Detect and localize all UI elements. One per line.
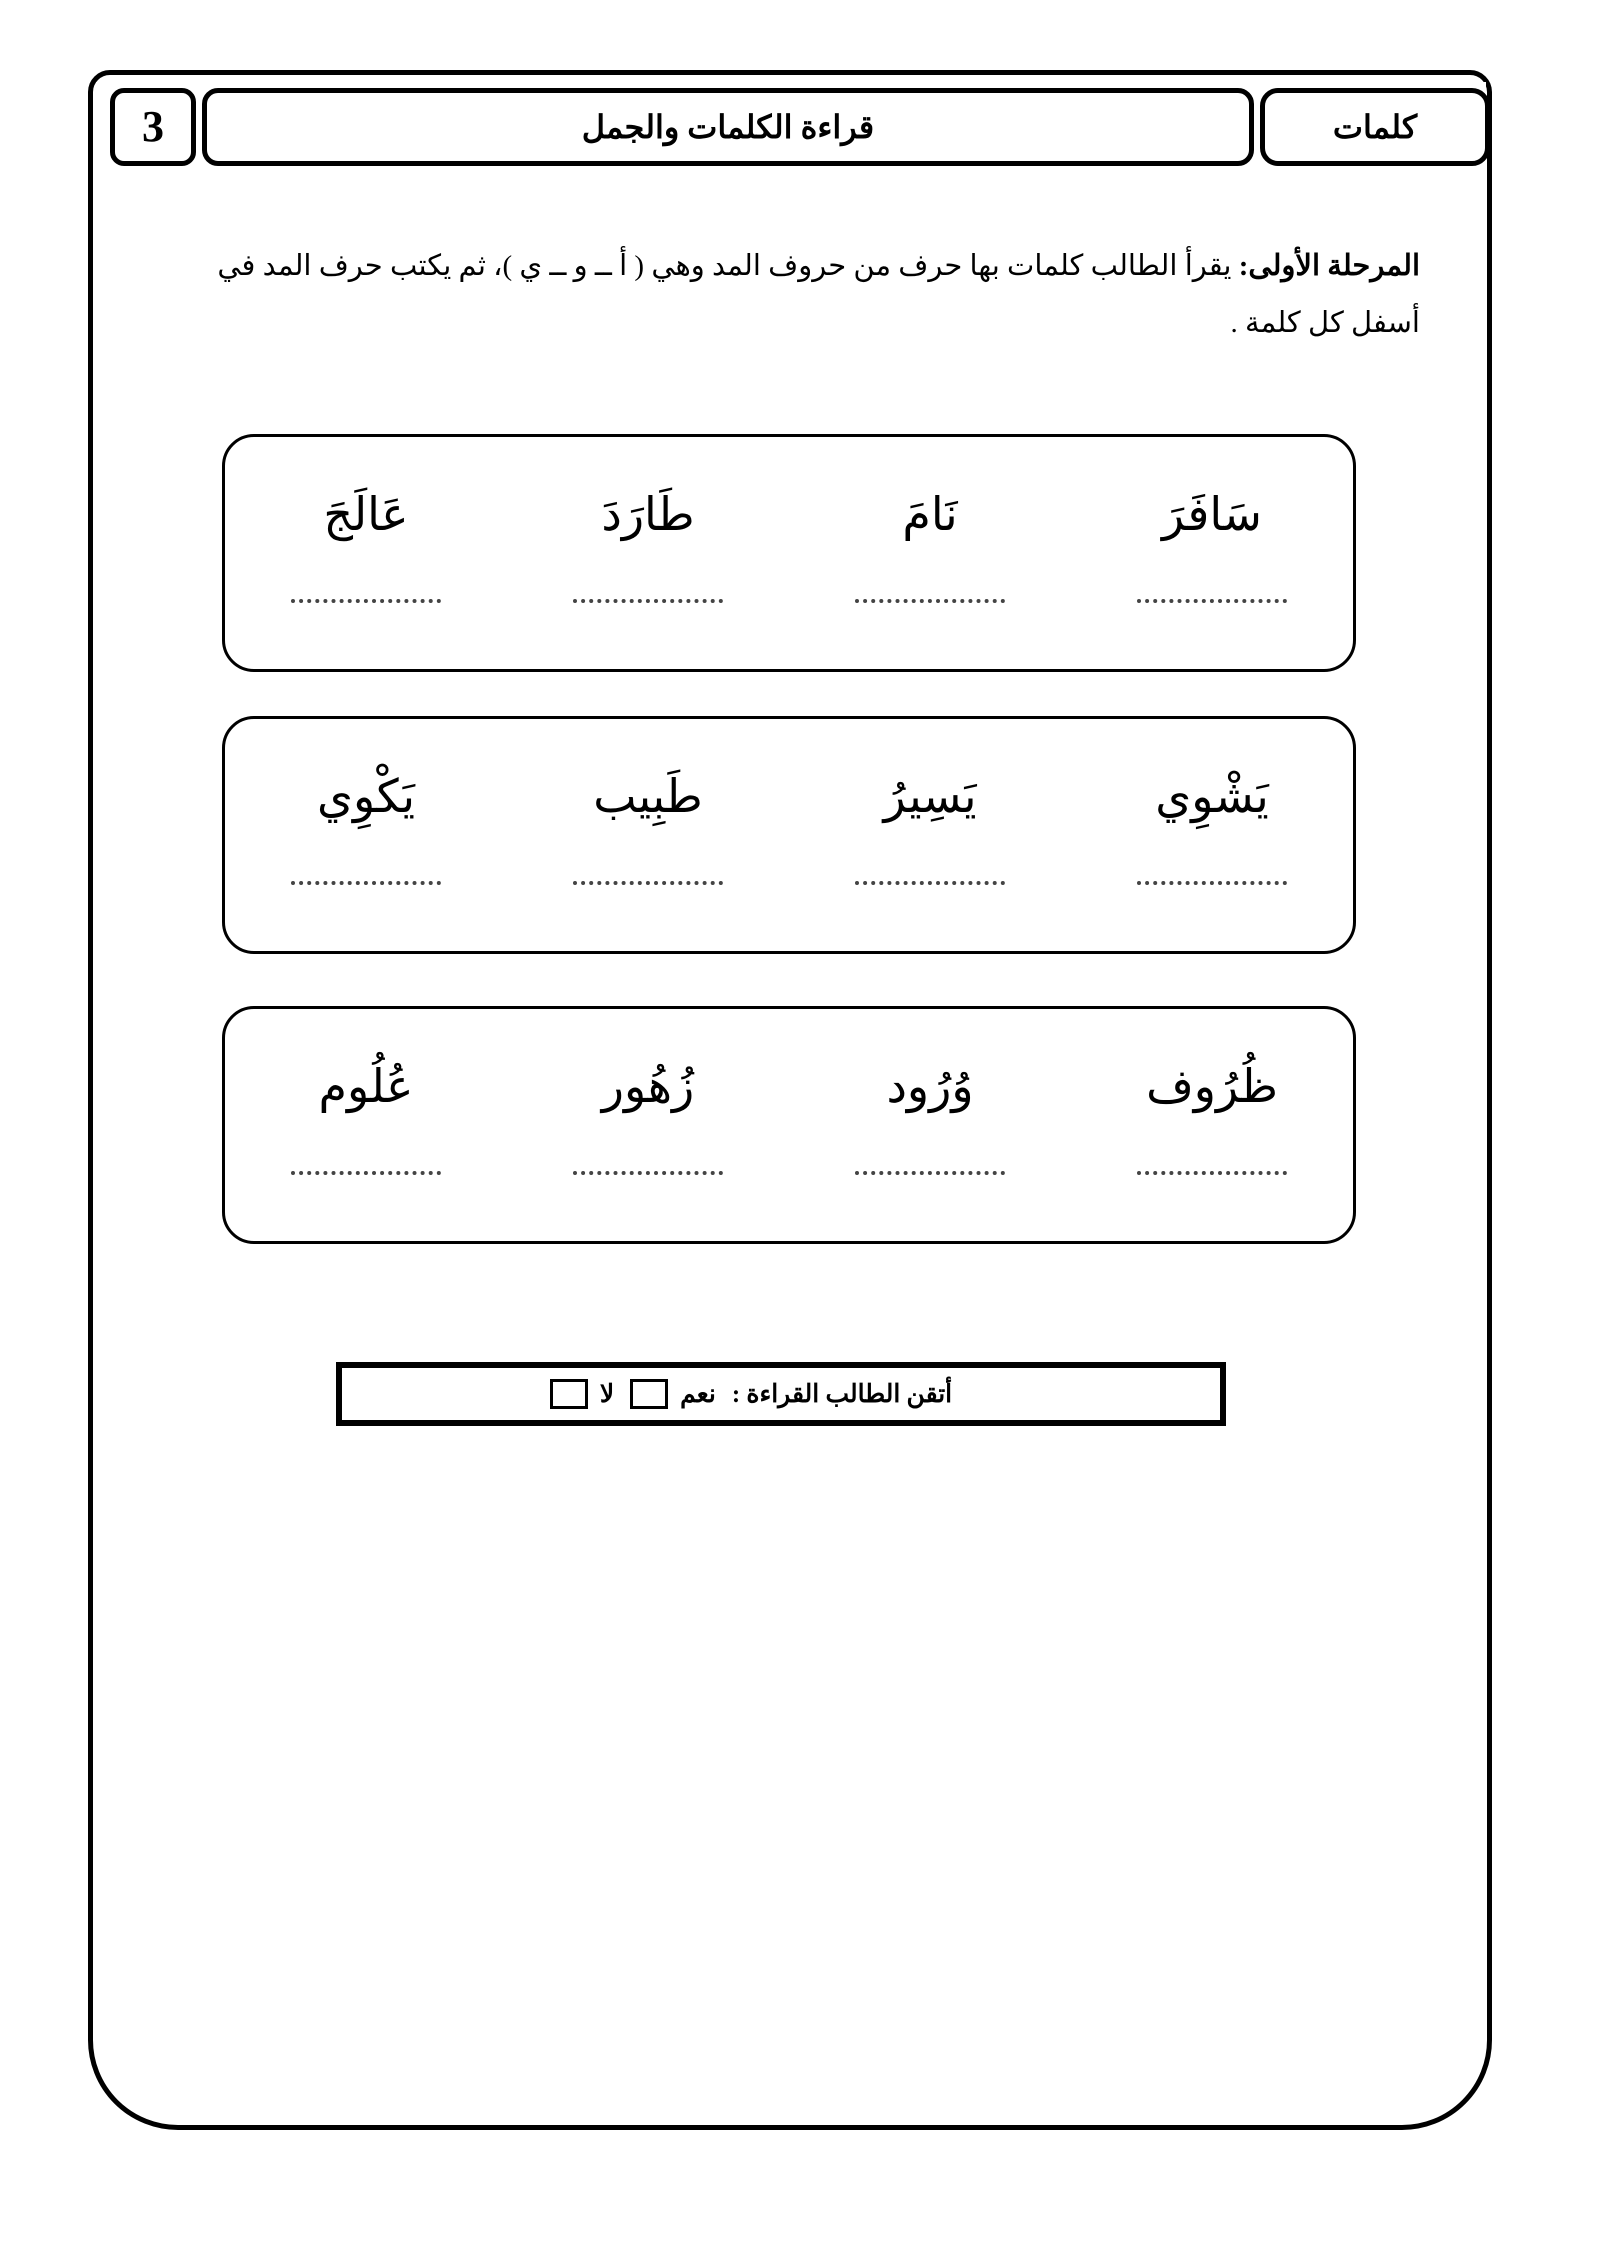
word-row: [225, 437, 1353, 669]
assessment-no-checkbox[interactable]: [550, 1379, 588, 1409]
answer-blank[interactable]: [573, 871, 723, 885]
answer-blank[interactable]: [855, 871, 1005, 885]
word-cell: [1071, 719, 1353, 951]
word-cell: [1071, 1009, 1353, 1241]
answer-blank[interactable]: [1137, 1161, 1287, 1175]
word-cell: [507, 719, 789, 951]
word-cell: [225, 437, 507, 669]
word-label: سَافَرَ: [1162, 489, 1262, 541]
answer-blank[interactable]: [1137, 589, 1287, 603]
assessment-content: [550, 1379, 952, 1409]
assessment-bar: [336, 1362, 1226, 1426]
page-title: قراءة الكلمات والجمل: [202, 88, 1254, 166]
stage-label: المرحلة الأولى:: [1238, 250, 1420, 282]
word-cell: [789, 1009, 1071, 1241]
word-cell: [1071, 437, 1353, 669]
answer-blank[interactable]: [855, 589, 1005, 603]
word-row: [225, 719, 1353, 951]
word-label: يَكْوِي: [317, 771, 415, 823]
word-cell: [789, 719, 1071, 951]
word-box-row-3: [222, 1006, 1356, 1244]
answer-blank[interactable]: [573, 1161, 723, 1175]
section-tab-words: كلمات: [1260, 88, 1490, 166]
word-label: ظُرُوف: [1146, 1061, 1278, 1113]
assessment-yes-label: نعم: [680, 1381, 716, 1408]
answer-blank[interactable]: [291, 871, 441, 885]
word-label: يَسِيرُ: [883, 771, 977, 823]
answer-blank[interactable]: [855, 1161, 1005, 1175]
word-label: عَالَجَ: [323, 489, 409, 541]
word-box-row-1: [222, 434, 1356, 672]
assessment-question: أتقن الطالب القراءة :: [731, 1381, 953, 1408]
page-number-badge: 3: [110, 88, 196, 166]
instruction-paragraph: [190, 238, 1420, 351]
word-cell: [225, 719, 507, 951]
answer-blank[interactable]: [1137, 871, 1287, 885]
word-label: عُلُوم: [318, 1061, 414, 1113]
word-cell: [789, 437, 1071, 669]
word-row: [225, 1009, 1353, 1241]
word-label: طَبِيب: [593, 771, 703, 823]
worksheet-header: [110, 88, 1490, 166]
instruction-body: يقرأ الطالب كلمات بها حرف من حروف المد وهي ( أ ــ و ــ ي )، ثم يكتب حرف المد في أسفل كل كلمة .: [217, 250, 1420, 339]
word-cell: [225, 1009, 507, 1241]
answer-blank[interactable]: [573, 589, 723, 603]
word-cell: [507, 437, 789, 669]
answer-blank[interactable]: [291, 1161, 441, 1175]
word-label: طَارَدَ: [601, 489, 695, 541]
assessment-option-no[interactable]: [550, 1379, 614, 1409]
word-box-row-2: [222, 716, 1356, 954]
word-label: نَامَ: [902, 489, 958, 541]
word-label: زُهُور: [601, 1061, 695, 1113]
word-label: وُرُود: [886, 1061, 974, 1113]
assessment-yes-checkbox[interactable]: [630, 1379, 668, 1409]
word-cell: [507, 1009, 789, 1241]
assessment-no-label: لا: [599, 1381, 615, 1408]
answer-blank[interactable]: [291, 589, 441, 603]
word-label: يَشْوِي: [1155, 771, 1269, 823]
assessment-option-yes[interactable]: [630, 1379, 716, 1409]
